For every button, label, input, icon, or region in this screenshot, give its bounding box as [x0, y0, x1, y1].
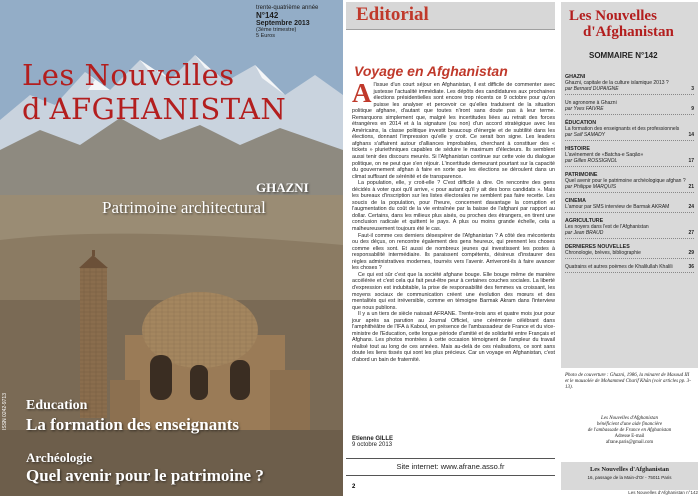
- toc-page: 14: [688, 132, 694, 138]
- toc-page: 29: [688, 250, 694, 256]
- issue-year: trente-quatrième année: [256, 5, 319, 11]
- toc-page: 9: [691, 106, 694, 112]
- toc-item: HISTOIRE L'avènement de «Batcha-e Saqâo» par Gilles ROSSIGNOL 17: [565, 146, 694, 167]
- editorial-signature: [352, 436, 393, 448]
- publisher-title: Les Nouvelles d'Afghanistan: [589, 466, 670, 473]
- toc-item: CINEMA L'amour par SMS interview de Barmak AKRAM 24: [565, 198, 694, 213]
- sidebar-brand: [561, 2, 698, 72]
- issue-info: [256, 5, 336, 39]
- issue-number: N°142: [256, 11, 279, 20]
- issue-trimestre: (3ème trimestre): [256, 27, 297, 33]
- sidebar-brand-line1: Les Nouvelles: [569, 8, 657, 24]
- cover-formation-headline: La formation des enseignants: [26, 415, 239, 434]
- publisher-box: [561, 462, 698, 490]
- editorial-body: [352, 78, 555, 364]
- editorial-paragraph: Il y a un tiers de siècle naissait AFRANE. Trente-trois ans et quatre mois jour pour jour après sa parution au Journal Officiel, une cérémonie célébrant dans l'amphithéâtre de l'IFA à Kaboul, en présence de l'ambassadeur de France et du vice-ministre de l'Education, cette longue période d'amitié et de solidarité entre Français et Afghans. Les photos montrées à cette occasion témoignent de l'ampleur du travail réalisé tout au long de ces années. Mais au-delà de ces réalisations, ce sont sans doute les liens tissés qui sont les plus précieux. Car un voyage en Afghanistan, c'est d'abord un bain de fraternité.: [352, 311, 555, 363]
- editorial-page: [344, 0, 700, 496]
- toc-item: PATRIMOINE Quel avenir pour le patrimoine archéologique afghan ? par Philippe MARQUIS 21: [565, 172, 694, 193]
- editorial-header: [346, 2, 555, 30]
- publisher-address: 16, passage de la Main-d'Or - 75011 Paris: [587, 475, 672, 480]
- website-footer: Site internet: www.afrane.asso.fr: [346, 458, 555, 476]
- editorial-paragraph: Ce qui est sûr c'est que la société afghane bouge. Elle bouge même de manière accélérée et c'est cela qui fait peut-être peur à certaines couches sociales. La liberté d'expression est indubitable, la prise de responsabilité des femmes va croissant, les moyens sociaux de communication créent une évolution des mœurs et des mentalités qui est irréversible, comme en témoigne Barmak Akram dans l'interview que nous publions.: [352, 271, 555, 311]
- contents-sidebar: [559, 0, 700, 496]
- cover-photo-caption: Photo de couverture : Ghazni, 1986, la minaret de Masoud III et le mausolée de Mohammed Charif Khân (voir articles pp. 3-13).: [565, 373, 691, 390]
- toc-item: ÉDUCATION La formation des enseignants et des professionnels par Saïf SAMADY 14: [565, 120, 694, 141]
- cover-quel-avenir-headline: Quel avenir pour le patrimoine ?: [26, 466, 264, 485]
- editorial-title: Editorial: [356, 4, 429, 25]
- issue-date: Septembre 2013: [256, 20, 310, 27]
- editorial-paragraph: La population, elle, y croit-elle ? C'est difficile à dire. On rencontre des gens décidés à voter quoi qu'il arrive, « pour autant qu'il y ait des bons candidats ». Mais les bureaux d'inscription sur les listes électorales ne semblent pas faire recette. Les soucis de la population, pour l'heure, concernent davantage la corruption et l'augmentation du coût de la vie entraînée par la baisse de l'afghani par rapport au dollar. Certains, dans les milieux plus aisés, ou proches des étrangers, en tirent une conclusion radicale et quittent le pays. A plus ou moins grande échelle, cela a malheureusement toujours été le cas.: [352, 180, 555, 233]
- cover-ghazni-label: GHAZNI: [256, 180, 309, 195]
- toc-page: 17: [688, 158, 694, 164]
- toc-item: Quatrains et autres poèmes de Khalilullah Khalili 36: [565, 264, 694, 273]
- toc-page: 36: [688, 264, 694, 270]
- email-address: afrane.paris@gmail.com: [605, 440, 654, 445]
- editorial-paragraph: Faut-il comme ces derniers désespérer de l'Afghanistan ? A côté des mécontents ou des déçus, on rencontre également des gens heureux, qui prennent les choses comme elles sont. Et aussi de nombreux jeunes qui investissent les postes à responsabilité intermédiaire. Ils paraissent compétents, désireux d'instaurer des règles administratives modernes, tournés vers l'avenir. Arriveront-ils à faire avancer les choses ?: [352, 232, 555, 272]
- magazine-cover: [0, 0, 343, 496]
- cover-issn: ISSN 0242-9713: [2, 393, 8, 430]
- editorial-headline: Voyage en Afghanistan: [354, 63, 508, 79]
- toc-page: 3: [691, 86, 694, 92]
- cover-masthead-line2: d'AFGHANISTAN: [22, 92, 287, 126]
- issue-price: 5 Euros: [256, 33, 275, 39]
- toc-page: 27: [688, 230, 694, 236]
- sommaire-title: SOMMAIRE N°142: [589, 51, 658, 60]
- toc-page: 21: [688, 184, 694, 190]
- signature-date: 9 octobre 2013: [352, 442, 393, 448]
- table-of-contents: [561, 72, 698, 368]
- cover-education-label: Education: [26, 398, 88, 413]
- funding-notice: Les Nouvelles d'Afghanistan bénéficient d'une aide financière de l'ambassade de France en Afghanistan Adresse E-mail afrane.paris@gmail.com: [561, 411, 698, 461]
- sidebar-brand-line2: d'Afghanistan: [583, 24, 674, 40]
- page-number: 2: [352, 484, 356, 490]
- toc-item: AGRICULTURE Les noyers dans l'est de l'Afghanistan par Jean BRAUD 27: [565, 218, 694, 239]
- toc-page: 24: [688, 204, 694, 210]
- email-label: Adresse E-mail: [614, 434, 645, 439]
- cover-archeologie-label: Archéologie: [26, 450, 93, 465]
- cover-patrimoine-headline: Patrimoine architectural: [102, 198, 266, 217]
- editorial-dropcap: A: [352, 78, 372, 108]
- toc-item: GHAZNI Ghazni, capitale de la culture islamique 2013 ? par Bernard DUPAIGNE 3: [565, 74, 694, 95]
- editorial-paragraph: Al'issue d'un court séjour en Afghanistan, il est difficile de commenter avec justesse l'actualité immédiate. Les dépôts des candidatures aux prochaines élections présidentielles sont encore trop récents ce 9 octobre pour qu'on puisse les analyser et percevoir ce qu'elles traduisent de la situation politique afghane, d'autant que toutes n'iront sans doute pas à leur terme. Remarquons simplement que, malgré les incertitudes liées au retrait des forces étrangères en 2014 et à la signature (ou non) d'un accord stratégique avec les Américains, la classe politique investit beaucoup d'énergie et de subtilité dans les élections, donnant l'impression qu'elle y croit. Ce serait bon signe. Les leaders afghans s'affairent autour d'alliances improbables, cherchant à constituer des « tickets » pluriethniques capables de séduire le maximum d'électeurs. Ils semblent aussi tenir des discours meurés. Si l'Afghanistan continue sur cette voie du dialogue politique, on ne peut que s'en réjouir. L'incertitude demeurant pourtant sur la capacité du gouvernement afghan à faire en sorte que les élections se déroulent dans un climat suffisant de sérénité et de transparence.: [352, 78, 555, 180]
- cover-masthead-line1: Les Nouvelles: [22, 58, 235, 92]
- running-footer: Les Nouvelles d'Afghanistan n°142: [628, 490, 698, 495]
- toc-item: Un agronome à Ghazni par Yves FAIVRE 9: [565, 100, 694, 115]
- signature-name: Etienne GILLE: [352, 436, 394, 442]
- toc-item: DERNIERES NOUVELLES Chronologie, brèves, bibliographie 29: [565, 244, 694, 259]
